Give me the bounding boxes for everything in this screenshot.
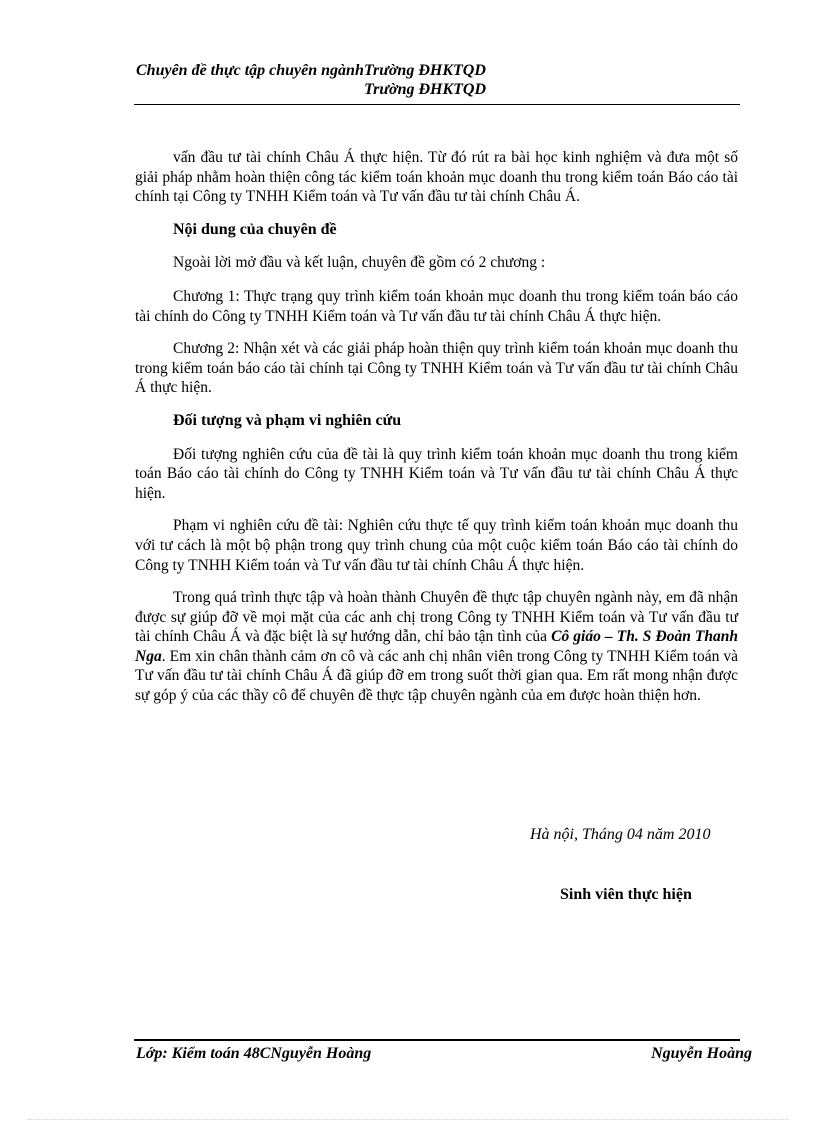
footer-author: Nguyễn Hoàng — [651, 1045, 752, 1062]
signer-label: Sinh viên thực hiện — [560, 886, 692, 903]
section-heading-content: Nội dung của chuyên đề — [173, 220, 337, 238]
page-footer — [134, 1039, 752, 1071]
thanks-paragraph — [135, 588, 738, 706]
intro-paragraph: vấn đầu tư tài chính Châu Á thực hiện. Từ đó rút ra bài học kinh nghiệm và đưa một số giải pháp nhằm hoàn thiện công tác kiểm toán khoản mục doanh thu trong kiểm toán Báo cáo tài chính tại Công ty TNHH Kiểm toán và Tư vấn đầu tư tài chính Châu Á. — [135, 149, 738, 206]
header-school: Trường ĐHKTQD — [364, 81, 487, 98]
footer-class: Lớp: Kiểm toán 48CNguyễn Hoàng — [136, 1045, 372, 1062]
chapter-1-paragraph: Chương 1: Thực trạng quy trình kiểm toán khoản mục doanh thu trong kiểm toán báo cáo tài chính do Công ty TNHH Kiểm toán và Tư vấn đầu tư tài chính Châu Á thực hiện. — [135, 287, 738, 325]
chapter-2-paragraph: Chương 2: Nhận xét và các giải pháp hoàn thiện quy trình kiểm toán khoản mục doanh thu trong kiểm toán báo cáo tài chính tại Công ty TNHH Kiểm toán và Tư vấn đầu tư tài chính Châu Á thực hiện. — [135, 340, 738, 397]
page-header — [134, 60, 740, 105]
object-paragraph: Đối tượng nghiên cứu của đề tài là quy trình kiểm toán khoản mục doanh thu trong kiểm toán Báo cáo tài chính do Công ty TNHH Kiểm toán và Tư vấn đầu tư tài chính Châu Á thực hiện. — [135, 445, 738, 502]
teacher-name: Cô giáo – Th. S Đoàn Thanh Nga — [135, 628, 738, 665]
page-bottom-border — [28, 1119, 788, 1120]
thanks-text-start: Trong quá trình thực tập và hoàn thành Chuyên đề thực tập chuyên ngành này, em đã nhận được sự giúp đỡ về mọi mặt của các anh chị trong Công ty TNHH Kiểm toán và Tư vấn đầu tư tài chính Châu Á và đặc biệt là sự hướng dẫn, chỉ bảo tận tình của — [135, 589, 738, 646]
document-body — [135, 148, 738, 719]
section-heading-scope: Đối tượng và phạm vi nghiên cứu — [173, 411, 402, 429]
signature-date: Hà nội, Tháng 04 năm 2010 — [530, 826, 711, 843]
thanks-text-end: . Em xin chân thành cảm ơn cô và các anh chị nhân viên trong Công ty TNHH Kiểm toán và Tư vấn đầu tư tài chính Châu Á đã giúp đỡ em trong suốt thời gian qua. Em rất mong nhận được sự góp ý của các thầy cô để chuyên đề thực tập chuyên ngành của em được hoàn thiện hơn. — [135, 647, 738, 705]
content-intro-paragraph: Ngoài lời mở đầu và kết luận, chuyên đề gồm có 2 chương : — [173, 254, 546, 272]
scope-paragraph: Phạm vi nghiên cứu đề tài: Nghiên cứu thực tế quy trình kiểm toán khoản mục doanh thu với tư cách là một bộ phận trong quy trình chung của một cuộc kiểm toán Báo cáo tài chính do Công ty TNHH Kiểm toán và Tư vấn đầu tư tài chính Châu Á thực hiện. — [135, 517, 738, 574]
header-title: Chuyên đề thực tập chuyên ngànhTrường ĐHKTQD — [136, 62, 486, 79]
